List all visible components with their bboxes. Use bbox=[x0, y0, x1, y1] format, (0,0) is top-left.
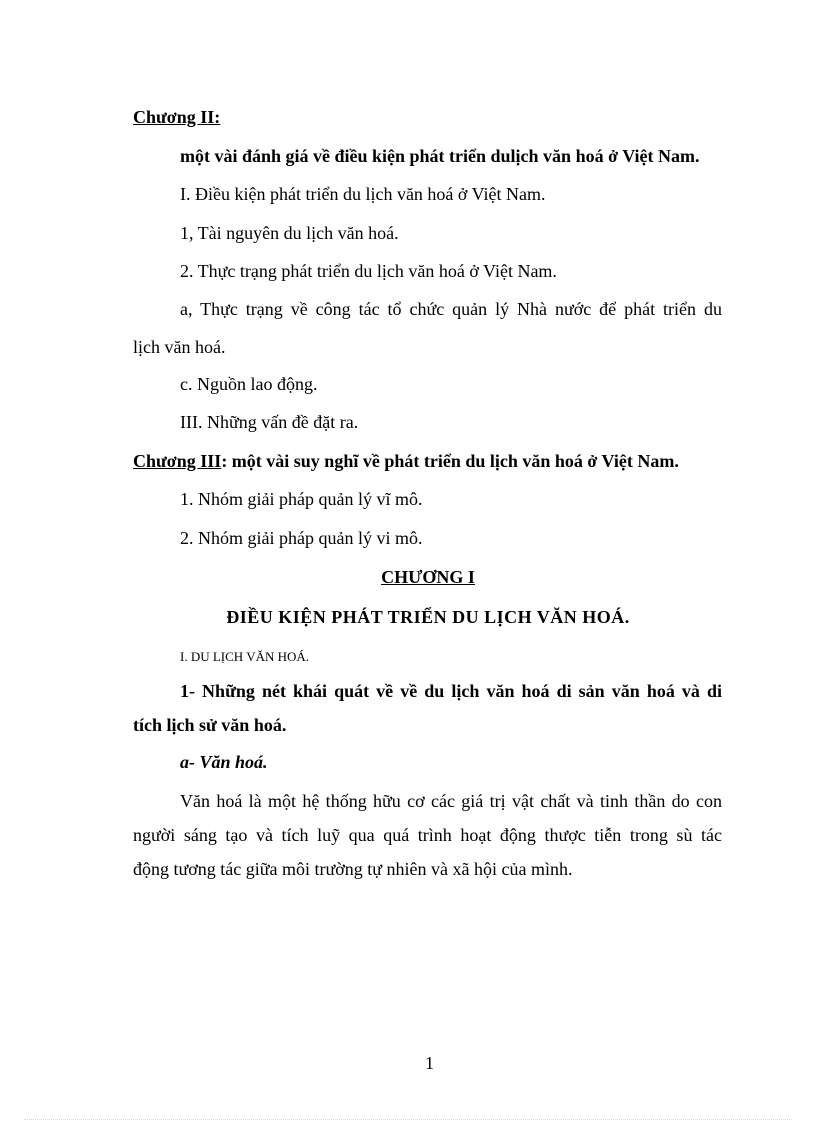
chapter3-heading bbox=[133, 450, 679, 472]
chapter3-label: Chương III bbox=[133, 451, 222, 471]
toc-item-III: III. Những vấn đề đặt ra. bbox=[180, 412, 359, 432]
subsection-1-line1: 1- Những nét khái quát về về du lịch văn hoá di sản văn hoá và di bbox=[180, 681, 722, 701]
toc-item-2: 2. Thực trạng phát triển du lịch văn hoá ở Việt Nam. bbox=[180, 261, 557, 281]
page-number: 1 bbox=[425, 1053, 434, 1073]
toc-item-1: 1, Tài nguyên du lịch văn hoá. bbox=[180, 223, 399, 243]
page-bottom-rule bbox=[24, 1119, 792, 1120]
paragraph-line3: động tương tác giữa môi trường tự nhiên và xã hội của mình. bbox=[133, 859, 573, 879]
subsection-1-line2: tích lịch sử văn hoá. bbox=[133, 715, 287, 735]
toc-item-c: c. Nguồn lao động. bbox=[180, 374, 318, 394]
toc-item-3-1: 1. Nhóm giải pháp quản lý vĩ mô. bbox=[180, 489, 423, 509]
paragraph-line2: người sáng tạo và tích luỹ qua quá trình hoạt động thược tiễn trong sù tác bbox=[133, 825, 722, 845]
chapter1-heading bbox=[20, 566, 816, 588]
toc-item-I: I. Điều kiện phát triển du lịch văn hoá ở Việt Nam. bbox=[180, 184, 546, 204]
section-I-heading: I. DU LỊCH VĂN HOÁ. bbox=[180, 649, 310, 664]
paragraph-line1: Văn hoá là một hệ thống hữu cơ các giá trị vật chất và tinh thần do con bbox=[180, 791, 722, 811]
toc-item-a-line1: a, Thực trạng về công tác tổ chức quản lý Nhà nước để phát triển du bbox=[180, 299, 722, 319]
chapter2-label: Chương II: bbox=[133, 107, 221, 127]
chapter2-title: một vài đánh giá về điều kiện phát triển dulịch văn hoá ở Việt Nam. bbox=[180, 146, 700, 166]
subsection-a-heading: a- Văn hoá. bbox=[180, 752, 268, 772]
toc-item-a-line2: lịch văn hoá. bbox=[133, 337, 226, 357]
chapter3-title: : một vài suy nghĩ về phát triển du lịch văn hoá ở Việt Nam. bbox=[221, 451, 679, 471]
chapter1-title: ĐIỀU KIỆN PHÁT TRIỂN DU LỊCH VĂN HOÁ. bbox=[226, 607, 630, 627]
toc-item-3-2: 2. Nhóm giải pháp quản lý vi mô. bbox=[180, 528, 423, 548]
chapter1-heading-text: CHƯƠNG I bbox=[381, 567, 475, 587]
